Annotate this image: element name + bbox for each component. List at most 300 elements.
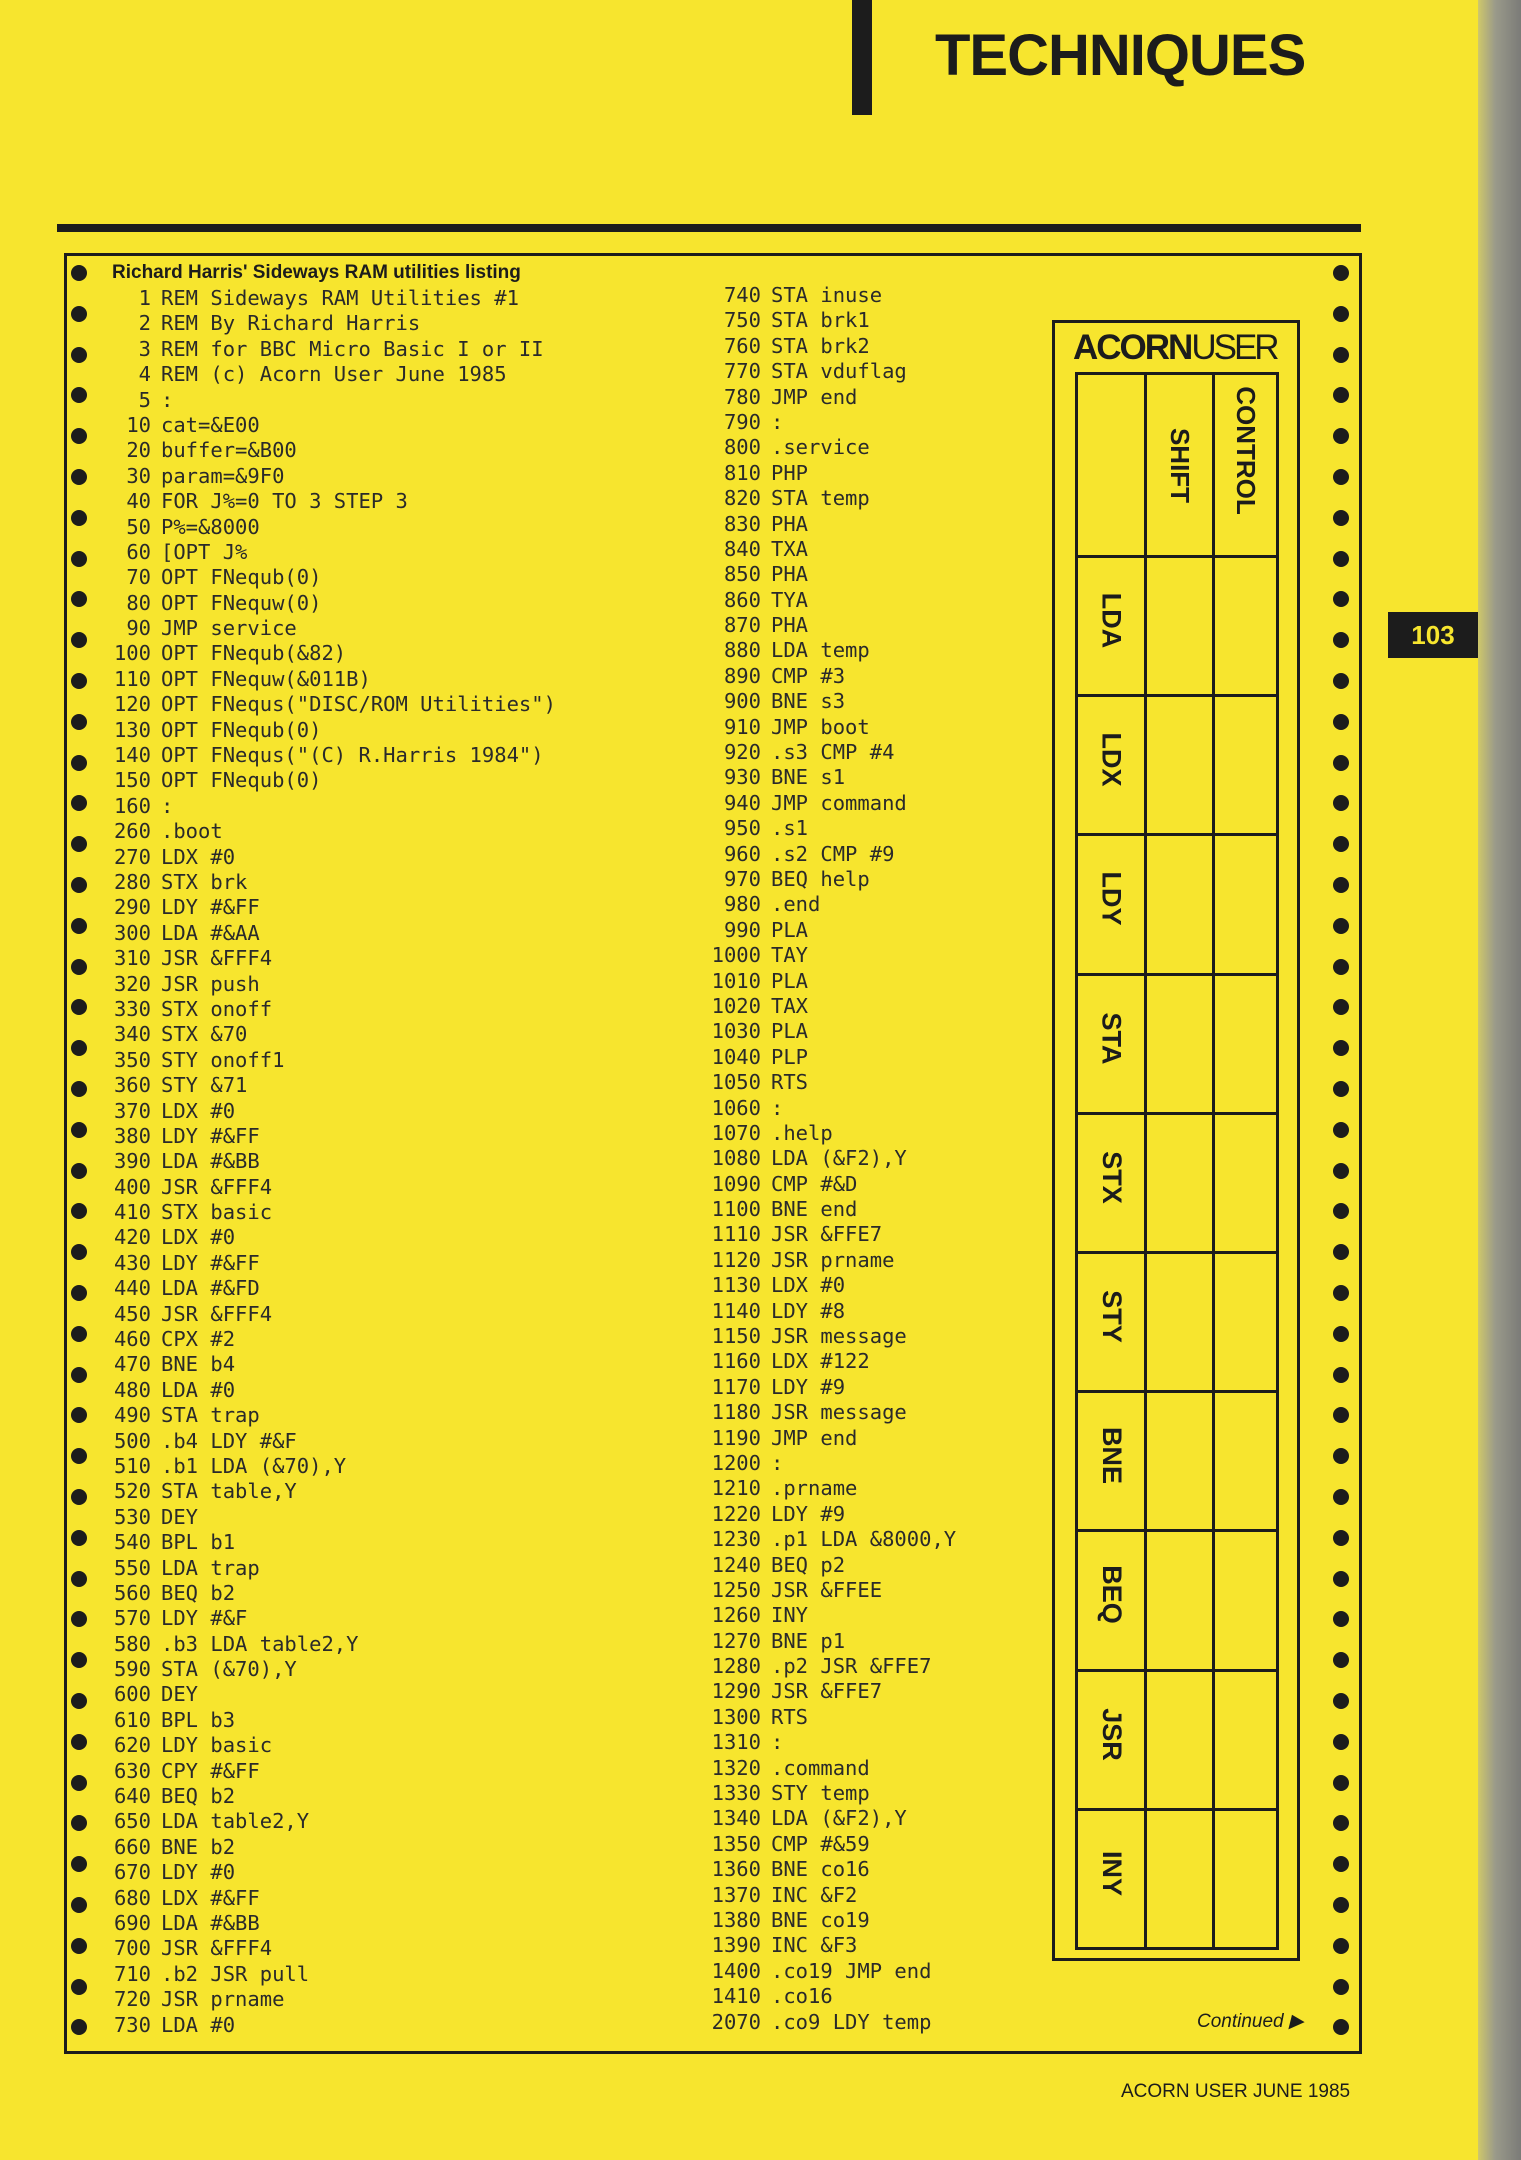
line-code: LDA #&AA: [161, 920, 260, 945]
sprocket-hole: [1333, 265, 1349, 281]
line-code: STA inuse: [771, 283, 883, 307]
sprocket-hole: [71, 306, 87, 322]
sprocket-hole: [1333, 1652, 1349, 1668]
line-code: JSR &FFF4: [161, 1936, 273, 1961]
line-code: OPT FNequb(0): [161, 717, 322, 742]
sprocket-hole: [1333, 551, 1349, 567]
line-number: 1220: [711, 1501, 761, 1526]
listing-line: [97, 286, 556, 311]
line-number: 1350: [711, 1831, 761, 1856]
listing-line: [693, 1222, 956, 1247]
listing-line: [97, 1505, 556, 1530]
sprocket-hole: [71, 1326, 87, 1342]
listing-line: [693, 1959, 956, 1984]
listing-line: [693, 1070, 956, 1095]
line-number: 870: [723, 613, 761, 638]
sprocket-hole: [1333, 469, 1349, 485]
sprocket-hole: [71, 673, 87, 689]
line-number: 490: [113, 1403, 151, 1428]
listing-line: [693, 1654, 956, 1679]
listing-line: [97, 438, 556, 463]
line-number: 680: [113, 1885, 151, 1910]
grid-header-control: CONTROL: [1230, 385, 1261, 515]
listing-line: [97, 1022, 556, 1047]
line-code: LDY #0: [161, 1860, 236, 1885]
line-code: RTS: [771, 1704, 809, 1729]
listing-line: [693, 2010, 956, 2035]
line-code: STA trap: [161, 1403, 260, 1428]
listing-line: [693, 1705, 956, 1730]
sprocket-hole: [1333, 999, 1349, 1015]
page-number-tab: 103: [1388, 612, 1478, 658]
line-code: :: [771, 1450, 784, 1475]
sprocket-hole: [1333, 1285, 1349, 1301]
line-code: REM (c) Acorn User June 1985: [161, 362, 507, 387]
sprocket-hole: [71, 1530, 87, 1546]
listing-line: [97, 1479, 556, 1504]
listing-line: [97, 845, 556, 870]
listing-line: [693, 842, 956, 867]
line-code: LDA (&F2),Y: [771, 1146, 907, 1171]
listing-line: [97, 972, 556, 997]
line-number: 480: [113, 1377, 151, 1402]
line-code: .b3 LDA table2,Y: [161, 1631, 359, 1656]
line-number: 2070: [711, 2009, 761, 2034]
line-code: JSR &FFF4: [161, 1174, 273, 1199]
line-code: LDY #9: [771, 1501, 846, 1526]
listing-line: [97, 1378, 556, 1403]
listing-line: [693, 943, 956, 968]
sprocket-hole: [71, 1734, 87, 1750]
sprocket-hole: [1333, 1407, 1349, 1423]
sprocket-hole: [1333, 2019, 1349, 2035]
line-number: 910: [723, 714, 761, 739]
sprocket-hole: [1333, 1326, 1349, 1342]
reference-grid: [1075, 372, 1279, 1950]
line-number: 400: [113, 1174, 151, 1199]
sprocket-hole: [71, 1367, 87, 1383]
line-number: 710: [113, 1961, 151, 1986]
listing-line: [97, 1073, 556, 1098]
line-number: 320: [113, 971, 151, 996]
listing-line: [693, 1324, 956, 1349]
line-code: .p2 JSR &FFE7: [771, 1654, 932, 1679]
grid-header-shift: SHIFT: [1164, 427, 1195, 503]
sprocket-hole: [71, 1407, 87, 1423]
listing-line: [693, 1349, 956, 1374]
line-number: 740: [723, 283, 761, 307]
line-code: LDA #0: [161, 2012, 236, 2037]
line-number: 440: [113, 1276, 151, 1301]
line-number: 1090: [711, 1171, 761, 1196]
line-code: JSR &FFE7: [771, 1679, 883, 1704]
line-number: 1190: [711, 1425, 761, 1450]
page-binding-gutter: [1478, 0, 1521, 2160]
line-number: 550: [113, 1555, 151, 1580]
sprocket-hole: [1333, 1775, 1349, 1791]
line-number: 780: [723, 384, 761, 409]
listing-line: [693, 308, 956, 333]
line-number: 50: [126, 514, 151, 539]
line-number: 730: [113, 2012, 151, 2037]
line-number: 410: [113, 1200, 151, 1225]
listing-line: [97, 1962, 556, 1987]
sprocket-hole: [1333, 1367, 1349, 1383]
sprocket-hole: [71, 755, 87, 771]
listing-line: [693, 664, 956, 689]
listing-line: [693, 1832, 956, 1857]
line-code: STA brk1: [771, 308, 870, 333]
line-number: 630: [113, 1758, 151, 1783]
line-number: 1320: [711, 1755, 761, 1780]
line-number: 920: [723, 740, 761, 765]
line-code: STA table,Y: [161, 1479, 297, 1504]
listing-line: [97, 1124, 556, 1149]
line-code: LDY #&F: [161, 1606, 248, 1631]
listing-line: [97, 667, 556, 692]
header-accent-bar: [852, 0, 872, 115]
sprocket-hole: [71, 510, 87, 526]
listing-line: [97, 1835, 556, 1860]
grid-row-divider: [1078, 555, 1276, 558]
line-code: LDA #&BB: [161, 1911, 260, 1935]
line-code: LDX #&FF: [161, 1885, 260, 1910]
listing-line: [693, 461, 956, 486]
line-number: 1080: [711, 1146, 761, 1171]
sprocket-hole: [71, 1652, 87, 1668]
listing-line: [97, 1936, 556, 1961]
sprocket-hole: [71, 265, 87, 281]
line-code: STY &71: [161, 1073, 248, 1098]
line-code: :: [161, 793, 174, 818]
grid-row-divider: [1078, 1808, 1276, 1811]
sprocket-hole: [1333, 1856, 1349, 1872]
sprocket-hole: [1333, 836, 1349, 852]
listing-line: [97, 1632, 556, 1657]
listing-line: [97, 1886, 556, 1911]
line-number: 1140: [711, 1298, 761, 1323]
line-code: .boot: [161, 819, 223, 844]
line-code: PLA: [771, 1019, 809, 1044]
line-code: CMP #&D: [771, 1171, 858, 1196]
listing-line: [97, 1809, 556, 1834]
sprocket-hole: [1333, 428, 1349, 444]
line-number: 460: [113, 1327, 151, 1352]
line-number: 810: [723, 460, 761, 485]
sprocket-hole: [1333, 1163, 1349, 1179]
sprocket-hole: [71, 1571, 87, 1587]
line-number: 1240: [711, 1552, 761, 1577]
header-rule: [57, 224, 1361, 232]
listing-line: [693, 359, 956, 384]
line-code: :: [771, 1095, 784, 1120]
line-code: LDY #&FF: [161, 895, 260, 920]
line-number: 270: [113, 844, 151, 869]
line-code: STA temp: [771, 486, 870, 511]
line-code: LDY basic: [161, 1733, 273, 1758]
listing-line: [97, 794, 556, 819]
listing-line: [693, 765, 956, 790]
grid-row-label-lda: LDA: [1096, 592, 1127, 649]
line-code: STX basic: [161, 1200, 273, 1225]
grid-row-divider: [1078, 1390, 1276, 1393]
line-number: 950: [723, 816, 761, 841]
line-number: 300: [113, 920, 151, 945]
listing-line: [693, 435, 956, 460]
line-code: JSR &FFF4: [161, 946, 273, 971]
line-code: DEY: [161, 1504, 199, 1529]
listing-line: [97, 362, 556, 387]
sprocket-hole: [71, 1897, 87, 1913]
sprocket-hole: [1333, 1530, 1349, 1546]
line-code: LDA #0: [161, 1377, 236, 1402]
listing-line: [693, 918, 956, 943]
listing-line: [693, 1553, 956, 1578]
listing-line: [97, 1860, 556, 1885]
listing-line: [693, 613, 956, 638]
line-number: 1100: [711, 1197, 761, 1222]
line-number: 260: [113, 819, 151, 844]
listing-line: [97, 540, 556, 565]
sprocket-hole: [1333, 1693, 1349, 1709]
listing-line: [97, 1200, 556, 1225]
line-number: 540: [113, 1530, 151, 1555]
grid-row-label-iny: INY: [1096, 1850, 1127, 1896]
line-number: 650: [113, 1809, 151, 1834]
listing-line: [97, 1149, 556, 1174]
grid-column-divider: [1212, 375, 1215, 1947]
listing-line: [97, 997, 556, 1022]
listing-line: [97, 921, 556, 946]
line-number: 530: [113, 1504, 151, 1529]
line-code: PHP: [771, 460, 809, 485]
line-number: 610: [113, 1707, 151, 1732]
sprocket-hole: [1333, 1897, 1349, 1913]
line-number: 2: [138, 311, 151, 336]
line-code: JSR prname: [771, 1247, 895, 1272]
listing-line: [693, 1933, 956, 1958]
listing-line: [693, 969, 956, 994]
line-code: PHA: [771, 562, 809, 587]
line-number: 700: [113, 1936, 151, 1961]
listing-line: [97, 1099, 556, 1124]
line-code: BPL b3: [161, 1707, 236, 1732]
line-number: 1210: [711, 1476, 761, 1501]
line-code: OPT FNequb(0): [161, 565, 322, 590]
line-number: 820: [723, 486, 761, 511]
sprocket-hole: [71, 1979, 87, 1995]
grid-row-label-jsr: JSR: [1096, 1707, 1127, 1761]
line-number: 1030: [711, 1019, 761, 1044]
logo-bold-text: ACORN: [1073, 328, 1192, 367]
line-code: .b2 JSR pull: [161, 1961, 310, 1986]
sprocket-hole: [71, 551, 87, 567]
line-code: JSR &FFF4: [161, 1301, 273, 1326]
line-code: param=&9F0: [161, 463, 285, 488]
sprocket-hole: [1333, 1611, 1349, 1627]
line-code: TAX: [771, 993, 809, 1018]
line-code: PLA: [771, 968, 809, 993]
line-code: JSR &FFE7: [771, 1222, 883, 1247]
listing-line: [693, 1451, 956, 1476]
listing-line: [97, 1987, 556, 2012]
line-number: 4: [138, 362, 151, 387]
line-code: REM for BBC Micro Basic I or II: [161, 336, 544, 361]
line-number: 1070: [711, 1120, 761, 1145]
listing-line: [693, 1781, 956, 1806]
line-number: 390: [113, 1149, 151, 1174]
sprocket-hole: [1333, 714, 1349, 730]
line-code: JMP boot: [771, 714, 870, 739]
sprocket-hole: [71, 1815, 87, 1831]
line-code: STA brk2: [771, 333, 870, 358]
listing-line: [97, 388, 556, 413]
listing-line: [97, 1759, 556, 1784]
grid-row-divider: [1078, 833, 1276, 836]
line-number: 720: [113, 1987, 151, 2012]
line-code: JMP service: [161, 616, 297, 641]
line-number: 940: [723, 790, 761, 815]
listing-line: [97, 743, 556, 768]
line-number: 1130: [711, 1273, 761, 1298]
grid-row-label-stx: STX: [1096, 1150, 1127, 1204]
sprocket-hole: [1333, 1081, 1349, 1097]
line-number: 160: [113, 793, 151, 818]
grid-row-label-sta: STA: [1096, 1012, 1127, 1065]
line-number: 1230: [711, 1527, 761, 1552]
listing-line: [97, 2013, 556, 2038]
line-code: LDX #0: [771, 1273, 846, 1298]
line-code: [OPT J%: [161, 539, 248, 564]
line-number: 1380: [711, 1908, 761, 1932]
listing-line: [693, 1426, 956, 1451]
line-number: 380: [113, 1123, 151, 1148]
sprocket-hole: [71, 918, 87, 934]
footer-issue: ACORN USER JUNE 1985: [1121, 2081, 1351, 2102]
listing-line: [693, 537, 956, 562]
sprocket-hole: [1333, 1571, 1349, 1587]
line-number: 1010: [711, 968, 761, 993]
listing-line: [97, 768, 556, 793]
line-code: OPT FNequs("(C) R.Harris 1984"): [161, 743, 544, 768]
sprocket-hole: [1333, 387, 1349, 403]
listing-line: [693, 867, 956, 892]
sprocket-hole: [1333, 795, 1349, 811]
line-code: STA (&70),Y: [161, 1657, 297, 1682]
listing-line: [97, 1302, 556, 1327]
line-code: STX &70: [161, 1022, 248, 1047]
line-code: REM By Richard Harris: [161, 311, 421, 336]
line-code: TXA: [771, 536, 809, 561]
sprocket-hole: [1333, 591, 1349, 607]
sprocket-hole: [71, 1122, 87, 1138]
sprocket-hole: [71, 591, 87, 607]
line-number: 1300: [711, 1704, 761, 1729]
line-code: BEQ p2: [771, 1552, 846, 1577]
line-code: P%=&8000: [161, 514, 260, 539]
line-code: JSR &FFEE: [771, 1577, 883, 1602]
sprocket-hole: [1333, 1489, 1349, 1505]
sprocket-hole: [71, 1203, 87, 1219]
line-code: STX onoff: [161, 996, 273, 1021]
line-code: buffer=&B00: [161, 438, 297, 463]
line-code: OPT FNequb(&82): [161, 641, 347, 666]
line-code: DEY: [161, 1682, 199, 1707]
line-number: 340: [113, 1022, 151, 1047]
sprocket-hole: [71, 1285, 87, 1301]
line-number: 470: [113, 1352, 151, 1377]
listing-line: [97, 692, 556, 717]
listing-line: [97, 895, 556, 920]
line-code: JSR message: [771, 1400, 907, 1425]
listing-line: [693, 1578, 956, 1603]
line-code: OPT FNequb(0): [161, 768, 322, 793]
listing-line: [693, 410, 956, 435]
sprocket-hole: [71, 347, 87, 363]
line-code: .b1 LDA (&70),Y: [161, 1453, 347, 1478]
line-number: 1160: [711, 1349, 761, 1374]
listing-title: Richard Harris' Sideways RAM utilities listing: [112, 262, 521, 283]
line-number: 30: [126, 463, 151, 488]
line-code: OPT FNequw(&011B): [161, 666, 371, 691]
sprocket-hole: [71, 632, 87, 648]
line-number: 660: [113, 1834, 151, 1859]
grid-row-divider: [1078, 1112, 1276, 1115]
listing-line: [693, 486, 956, 511]
listing-line: [693, 892, 956, 917]
grid-row-divider: [1078, 1669, 1276, 1672]
line-number: 790: [723, 409, 761, 434]
line-number: 1310: [711, 1730, 761, 1755]
grid-row-divider: [1078, 973, 1276, 976]
listing-line: [97, 1657, 556, 1682]
sprocket-hole: [1333, 1448, 1349, 1464]
grid-row-label-ldx: LDX: [1096, 732, 1127, 787]
listing-line: [97, 1606, 556, 1631]
line-code: CPX #2: [161, 1327, 236, 1352]
sprocket-hole: [71, 1611, 87, 1627]
listing-line: [97, 1048, 556, 1073]
line-number: 900: [723, 689, 761, 714]
listing-line: [693, 791, 956, 816]
line-code: .s2 CMP #9: [771, 841, 895, 866]
line-number: 40: [126, 489, 151, 514]
line-code: BNE p1: [771, 1628, 846, 1653]
listing-line: [693, 334, 956, 359]
line-number: 350: [113, 1047, 151, 1072]
listing-line: [693, 1603, 956, 1628]
listing-line: [693, 689, 956, 714]
listing-line: [693, 385, 956, 410]
line-number: 280: [113, 869, 151, 894]
line-number: 1390: [711, 1933, 761, 1958]
sprocket-hole: [71, 795, 87, 811]
line-code: .command: [771, 1755, 870, 1780]
listing-line: [693, 1096, 956, 1121]
listing-line: [693, 1629, 956, 1654]
line-number: 1340: [711, 1806, 761, 1831]
listing-line: [97, 1530, 556, 1555]
sprocket-hole: [71, 1693, 87, 1709]
line-number: 500: [113, 1428, 151, 1453]
line-number: 620: [113, 1733, 151, 1758]
line-code: LDA #&FD: [161, 1276, 260, 1301]
line-number: 510: [113, 1453, 151, 1478]
line-code: LDX #0: [161, 1225, 236, 1250]
listing-line: [97, 489, 556, 514]
listing-line: [693, 715, 956, 740]
line-number: 1020: [711, 993, 761, 1018]
